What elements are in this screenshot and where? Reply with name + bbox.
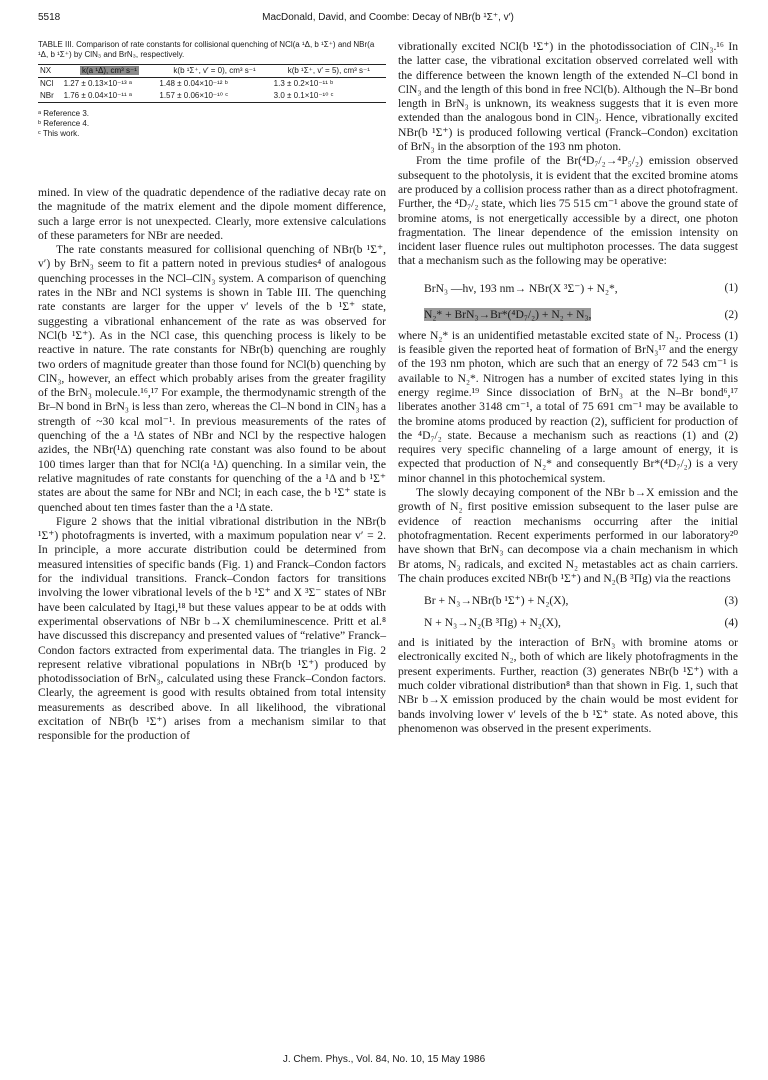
footnote: ᵃ Reference 3. [38,109,90,118]
table-row [38,90,386,102]
table-header-row [38,65,386,77]
table-row [38,78,386,90]
table-cell: 1.27 ± 0.13×10⁻¹³ ᵃ [63,79,132,88]
body-paragraph: Figure 2 shows that the initial vibrational distribution in the NBr(b ¹Σ⁺) photofragments is inverted, with a maximum population near v′ = 2. In principle, a more accurate distribution could be determined from measured intensities of specific bands (Fig. 1) and Franck–Condon factors for the individual transitions. Franck–Condon factors for transitions involving the lower vibrational levels of the b ¹Σ⁺ and X ³Σ⁻ states of NBr have been calculated by Itagi,¹⁸ but these values appear to be at odds with experimental observations of NBr b→X chemiluminescence. Pritt et al.⁸ have discussed this discrepancy and presented values of “relative” Franck–Condon factors extracted from experimental data. The triangles in Fig. 2 represent relative vibrational populations in NBr(b ¹Σ⁺) produced by photodissociation of BrN₃, calculated using these Franck–Condon factors. Clearly, the agreement is good with results obtained from total intensity measurements as described above. In all likelihood, the vibrational excitation of NBr(b ¹Σ⁺) arises from a mechanism similar to that responsible for the production of [38,514,387,743]
equation-text: Br + N₃→NBr(b ¹Σ⁺) + N₂(X), [424,594,569,608]
table-cell: 1.48 ± 0.04×10⁻¹² ᵇ [159,79,228,88]
body-paragraph: From the time profile of the Br(⁴D₇/₂→⁴P₅/₂) emission observed subsequent to the photolysis, it is evident that the excited bromine atoms are produced by a collision process rather than as a direct photofragment. Further, the ⁴D₇/₂ state, which lies 75 515 cm⁻¹ above the ground state of bromine atoms, is not energetically accessible by a direct, one photon fragmentation. The linear dependence of the emission intensity on incident laser fluence rules out multiphoton processes. The data suggest that a mechanism such as the following may be operative: [398,154,738,268]
equation-number: (4) [724,615,738,629]
table-cell: NCl [40,79,54,88]
equation-text: N + N₃→N₂(B ³Πg) + N₂(X), [424,615,561,629]
body-paragraph: vibrationally excited NCl(b ¹Σ⁺) in the photodissociation of ClN₃.¹⁶ In the latter case, the vibrational excitation observed correlated well with the difference between the known length of the extended N–Cl bond in ClN₃ and the length of this bond in free NCl(b). Although the N–Br bond length in BrN₃ is unknown, its weakness suggests that it is even more extended than the analogous bond in ClN₃. Hence, vibrationally excited NBr(b ¹Σ⁺) is produced following vertical (Franck–Condon) excitation of BrN₃ in the absorption of the 193 nm photon. [398,40,738,154]
equation-3 [424,592,738,608]
rate-constant-table [38,65,386,102]
table-3 [38,40,386,139]
footnote: ᵇ Reference 4. [38,119,90,128]
table-cell: NBr [40,91,54,100]
body-paragraph: where N₂* is an unidentified metastable excited state of N₂. Process (1) is feasible given the reported heat of formation of BrN₃¹⁷ and the energy of the 193 nm photon, which are such that an energy of 72 543 cm⁻¹ is available to N₂*. Nitrogen has a number of excited states lying in this energy regime.¹⁹ Since dissociation of BrN₃ at the N–Br bond⁶,¹⁷ liberates another 3148 cm⁻¹, a total of 75 691 cm⁻¹ may be available to the bromine atoms produced by reaction (2), sufficient for production of the ⁴D₇/₂ state. Because a mechanism such as reactions (1) and (2) requires very specific channeling of a large amount of energy, it is expected that production of N₂* and consequently Br*(⁴D₇/₂) is a very minor channel in this photochemical system. [398,328,738,485]
equation-text: N₂* + BrN₃→Br*(⁴D₇/₂) + N₂ + N₃, [424,308,592,322]
table-caption: TABLE III. Comparison of rate constants for collisional quenching of NCl(a ¹Δ, b ¹Σ⁺) and NBr(a ¹Δ, b ¹Σ⁺) by ClN₃ and BrN₃, respectively. [38,40,375,59]
table-cell: 3.0 ± 0.1×10⁻¹⁰ ᶜ [273,91,334,100]
table-header-cell: NX [40,66,52,75]
running-head: MacDonald, David, and Coombe: Decay of NBr(b ¹Σ⁺, v′) [262,12,514,23]
equation-number: (2) [724,308,738,322]
equation-number: (1) [724,281,738,295]
page-number: 5518 [38,12,61,23]
body-paragraph: The rate constants measured for collisional quenching of NBr(b ¹Σ⁺, v′) by BrN₃ seem to fit a pattern noted in previous studies⁴ of analogous quenching processes in the NCl–ClN₃ system. A comparison of quenching rates in the NBr and NCl systems is shown in Table III. The quenching rate constants are larger for the upper v′ levels of the b ¹Σ⁺ state, suggesting a vibrational enhancement of the rate as was observed for NCl(b ¹Σ⁺). As in the NCl case, this quenching process is likely to be reactive in nature. The rate constants for NBr(b) quenching are roughly two orders of magnitude greater than those found for NCl(b) quenching by ClN₃, however, an effect which probably arises from the greater fragility of the BrN₃ molecule.¹⁶,¹⁷ For example, the thermodynamic strength of the Br–N bond in BrN₃ is less than zero, whereas the Cl–N bond in ClN₃ has a strength of ~30 kcal mol⁻¹. In previous measurements of the rates of quenching of the a ¹Δ states of NBr and NCl by the respective halogen azides, the NBr(¹Δ) quenching rate constant was also found to be about 100 times larger than that for NCl(a ¹Δ) quenching. In a similar vein, the relative magnitudes of rate constants for quenching of the a ¹Δ and b ¹Σ⁺ states are about the same for NBr and NCl; in each case, the b ¹Σ⁺ state is quenched about ten times faster than the a ¹Δ state. [38,243,386,514]
table-cell: 1.76 ± 0.04×10⁻¹¹ ᵃ [63,91,132,100]
table-cell: 1.3 ± 0.2×10⁻¹¹ ᵇ [273,79,334,88]
footnote: ᶜ This work. [38,129,80,138]
highlighted-header: k(a ¹Δ), cm³ s⁻¹ [82,66,137,75]
table-footnotes [38,109,386,139]
page-header [38,12,738,30]
page-footer: J. Chem. Phys., Vol. 84, No. 10, 15 May 1986 [282,1054,486,1065]
table-header-cell [62,65,158,77]
equation-2 [424,307,738,323]
table-header-cell: k(b ¹Σ⁺, v′ = 5), cm³ s⁻¹ [287,66,370,75]
right-column [398,40,738,736]
body-paragraph: and is initiated by the interaction of BrN₃ with bromine atoms or electronically excited N₂, both of which are likely photofragments in the present experiments. Further, reaction (3) generates NBr(b ¹Σ⁺) with a much colder vibrational distribution⁸ than that shown in Fig. 1, such that NBr b→X emission produced by the chain would be most evident for bands involving lower v′ levels of the b ¹Σ⁺ state. As noted above, this phenomenon was observed in the present experiments. [398,636,738,735]
equation-text: BrN₃ —hν, 193 nm→ NBr(X ³Σ⁻) + N₂*, [424,281,618,295]
body-paragraph: mined. In view of the quadratic dependence of the radiative decay rate on the magnitude of the matrix element and the dipole moment difference, such a large error is not unexpected. Clearly, more extensive calculations of these parameters for NBr are needed. [38,186,386,242]
left-column [38,40,386,744]
body-paragraph: The slowly decaying component of the NBr b→X emission and the growth of N₂ first positive emission subsequent to the laser pulse are evidence of reaction mechanisms occurring after the initial photofragmentation. Recent experiments performed in our laboratory²⁰ have shown that BrN₃ can decompose via a chain mechanism in which Br atoms, N₃ radicals, and excited N₂ metastables act as chain carriers. The chain produces excited NBr(b ¹Σ⁺) and N₂(B ³Πg) via the reactions [398,486,738,585]
table-bottom-rule [38,102,386,103]
table-cell: 1.57 ± 0.06×10⁻¹⁰ ᶜ [159,91,229,100]
equation-1 [424,275,738,301]
equation-4 [424,614,738,630]
table-header-cell: k(b ¹Σ⁺, v′ = 0), cm³ s⁻¹ [173,66,256,75]
equation-number: (3) [724,593,738,607]
